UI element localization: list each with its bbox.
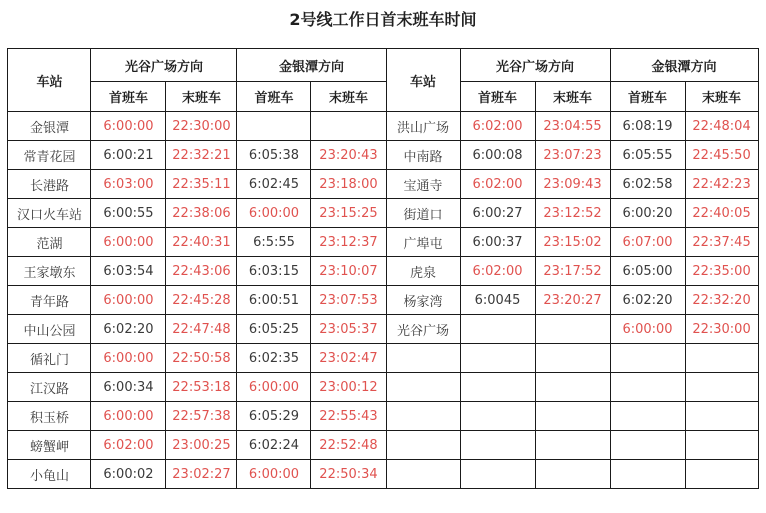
timetable-header: [8, 49, 758, 112]
time-cell: 22:47:48: [166, 315, 237, 344]
page-title: 2号线工作日首末班车时间: [289, 10, 477, 29]
time-cell: 22:42:23: [685, 170, 758, 199]
time-cell: [460, 373, 535, 402]
station-cell: 中山公园: [8, 315, 91, 344]
time-cell: 23:02:27: [166, 460, 237, 489]
header-last-train: 末班车: [166, 82, 237, 112]
time-cell: [460, 460, 535, 489]
time-cell: [610, 431, 685, 460]
time-cell: 6:07:00: [610, 228, 685, 257]
header-first-train: 首班车: [91, 82, 166, 112]
header-direction-guanggu-right: 光谷广场方向: [460, 49, 610, 82]
station-cell: 青年路: [8, 286, 91, 315]
time-cell: 6:05:55: [610, 141, 685, 170]
time-cell: 6:00:51: [237, 286, 311, 315]
time-cell: 22:55:43: [311, 402, 386, 431]
station-cell: 常青花园: [8, 141, 91, 170]
time-cell: 6:02:00: [460, 112, 535, 141]
station-cell: 范湖: [8, 228, 91, 257]
time-cell: 6:00:55: [91, 199, 166, 228]
table-row: [8, 112, 758, 141]
time-cell: 23:10:07: [311, 257, 386, 286]
station-cell: [386, 460, 460, 489]
time-cell: 23:12:52: [535, 199, 610, 228]
time-cell: 6:00:20: [610, 199, 685, 228]
time-cell: 6:03:00: [91, 170, 166, 199]
time-cell: 6:02:20: [91, 315, 166, 344]
time-cell: 6:02:20: [610, 286, 685, 315]
table-row: [8, 199, 758, 228]
time-cell: 22:57:38: [166, 402, 237, 431]
time-cell: 6:02:24: [237, 431, 311, 460]
time-cell: 23:12:37: [311, 228, 386, 257]
header-direction-jinyintan-left: 金银潭方向: [237, 49, 386, 82]
time-cell: 22:53:18: [166, 373, 237, 402]
time-cell: 6:00:21: [91, 141, 166, 170]
time-cell: 22:35:00: [685, 257, 758, 286]
station-cell: 积玉桥: [8, 402, 91, 431]
time-cell: 23:18:00: [311, 170, 386, 199]
time-cell: 23:07:23: [535, 141, 610, 170]
station-cell: 虎泉: [386, 257, 460, 286]
time-cell: 23:15:25: [311, 199, 386, 228]
table-row: [8, 344, 758, 373]
time-cell: 6:02:45: [237, 170, 311, 199]
time-cell: 6:00:00: [91, 286, 166, 315]
time-cell: 6:02:35: [237, 344, 311, 373]
time-cell: 6:00:00: [91, 228, 166, 257]
station-cell: [386, 373, 460, 402]
time-cell: 6:0045: [460, 286, 535, 315]
time-cell: 23:15:02: [535, 228, 610, 257]
table-row: [8, 286, 758, 315]
time-cell: 6:02:00: [460, 170, 535, 199]
table-row: [8, 431, 758, 460]
time-cell: 6:00:00: [91, 402, 166, 431]
time-cell: 6:08:19: [610, 112, 685, 141]
station-cell: 江汉路: [8, 373, 91, 402]
time-cell: 22:52:48: [311, 431, 386, 460]
time-cell: 23:00:12: [311, 373, 386, 402]
time-cell: 6:00:00: [237, 460, 311, 489]
time-cell: [460, 402, 535, 431]
time-cell: 22:50:58: [166, 344, 237, 373]
time-cell: 6:00:02: [91, 460, 166, 489]
station-cell: [386, 431, 460, 460]
time-cell: 22:30:00: [166, 112, 237, 141]
time-cell: 22:45:28: [166, 286, 237, 315]
station-cell: 光谷广场: [386, 315, 460, 344]
time-cell: [535, 460, 610, 489]
table-row: [8, 170, 758, 199]
time-cell: 22:43:06: [166, 257, 237, 286]
time-cell: 22:40:05: [685, 199, 758, 228]
station-cell: 循礼门: [8, 344, 91, 373]
time-cell: 6:00:08: [460, 141, 535, 170]
table-row: [8, 141, 758, 170]
time-cell: [685, 344, 758, 373]
station-cell: 螃蟹岬: [8, 431, 91, 460]
time-cell: 6:05:29: [237, 402, 311, 431]
station-cell: 金银潭: [8, 112, 91, 141]
header-first-train: 首班车: [610, 82, 685, 112]
time-cell: 22:32:21: [166, 141, 237, 170]
time-cell: [685, 431, 758, 460]
time-cell: 22:35:11: [166, 170, 237, 199]
time-cell: 22:38:06: [166, 199, 237, 228]
table-row: [8, 257, 758, 286]
time-cell: 6:00:00: [237, 199, 311, 228]
time-cell: [460, 431, 535, 460]
station-cell: 中南路: [386, 141, 460, 170]
time-cell: 6:00:27: [460, 199, 535, 228]
station-cell: 小龟山: [8, 460, 91, 489]
time-cell: [535, 402, 610, 431]
time-cell: 6:5:55: [237, 228, 311, 257]
time-cell: 6:05:25: [237, 315, 311, 344]
station-cell: 洪山广场: [386, 112, 460, 141]
station-cell: 王家墩东: [8, 257, 91, 286]
time-cell: 23:07:53: [311, 286, 386, 315]
station-cell: 长港路: [8, 170, 91, 199]
time-cell: 23:00:25: [166, 431, 237, 460]
time-cell: [460, 344, 535, 373]
header-last-train: 末班车: [535, 82, 610, 112]
time-cell: 6:00:00: [91, 112, 166, 141]
time-cell: 6:00:00: [237, 373, 311, 402]
time-cell: 6:03:15: [237, 257, 311, 286]
table-row: [8, 373, 758, 402]
time-cell: 6:02:00: [91, 431, 166, 460]
table-row: [8, 460, 758, 489]
header-direction-guanggu-left: 光谷广场方向: [91, 49, 237, 82]
time-cell: [610, 373, 685, 402]
time-cell: 22:50:34: [311, 460, 386, 489]
time-cell: 22:32:20: [685, 286, 758, 315]
time-cell: 6:03:54: [91, 257, 166, 286]
station-cell: [386, 402, 460, 431]
station-cell: 杨家湾: [386, 286, 460, 315]
time-cell: [535, 315, 610, 344]
time-cell: [610, 460, 685, 489]
time-cell: 6:02:58: [610, 170, 685, 199]
time-cell: 6:02:00: [460, 257, 535, 286]
time-cell: 22:45:50: [685, 141, 758, 170]
time-cell: [610, 344, 685, 373]
time-cell: 23:17:52: [535, 257, 610, 286]
header-first-train: 首班车: [237, 82, 311, 112]
page: [0, 9, 766, 513]
table-row: [8, 402, 758, 431]
station-cell: 宝通寺: [386, 170, 460, 199]
table-row: [8, 228, 758, 257]
station-cell: 汉口火车站: [8, 199, 91, 228]
station-cell: 广埠屯: [386, 228, 460, 257]
time-cell: 22:30:00: [685, 315, 758, 344]
header-last-train: 末班车: [311, 82, 386, 112]
time-cell: [535, 344, 610, 373]
time-cell: 22:37:45: [685, 228, 758, 257]
header-direction-jinyintan-right: 金银潭方向: [610, 49, 758, 82]
header-station-right: 车站: [386, 49, 460, 112]
time-cell: 23:05:37: [311, 315, 386, 344]
time-cell: 6:00:37: [460, 228, 535, 257]
time-cell: [237, 112, 311, 141]
time-cell: 22:40:31: [166, 228, 237, 257]
station-cell: 街道口: [386, 199, 460, 228]
time-cell: 6:00:00: [610, 315, 685, 344]
time-cell: 6:05:38: [237, 141, 311, 170]
header-station-left: 车站: [8, 49, 91, 112]
timetable: [7, 48, 758, 489]
time-cell: 6:00:00: [91, 344, 166, 373]
time-cell: [535, 431, 610, 460]
header-last-train: 末班车: [685, 82, 758, 112]
time-cell: 23:20:27: [535, 286, 610, 315]
timetable-body: [8, 112, 758, 489]
time-cell: 23:20:43: [311, 141, 386, 170]
time-cell: 6:00:34: [91, 373, 166, 402]
station-cell: [386, 344, 460, 373]
time-cell: [311, 112, 386, 141]
time-cell: 23:02:47: [311, 344, 386, 373]
table-row: [8, 315, 758, 344]
time-cell: 23:09:43: [535, 170, 610, 199]
time-cell: 6:05:00: [610, 257, 685, 286]
time-cell: [685, 402, 758, 431]
time-cell: [685, 373, 758, 402]
time-cell: 23:04:55: [535, 112, 610, 141]
header-first-train: 首班车: [460, 82, 535, 112]
time-cell: [610, 402, 685, 431]
time-cell: [535, 373, 610, 402]
time-cell: [685, 460, 758, 489]
time-cell: [460, 315, 535, 344]
time-cell: 22:48:04: [685, 112, 758, 141]
